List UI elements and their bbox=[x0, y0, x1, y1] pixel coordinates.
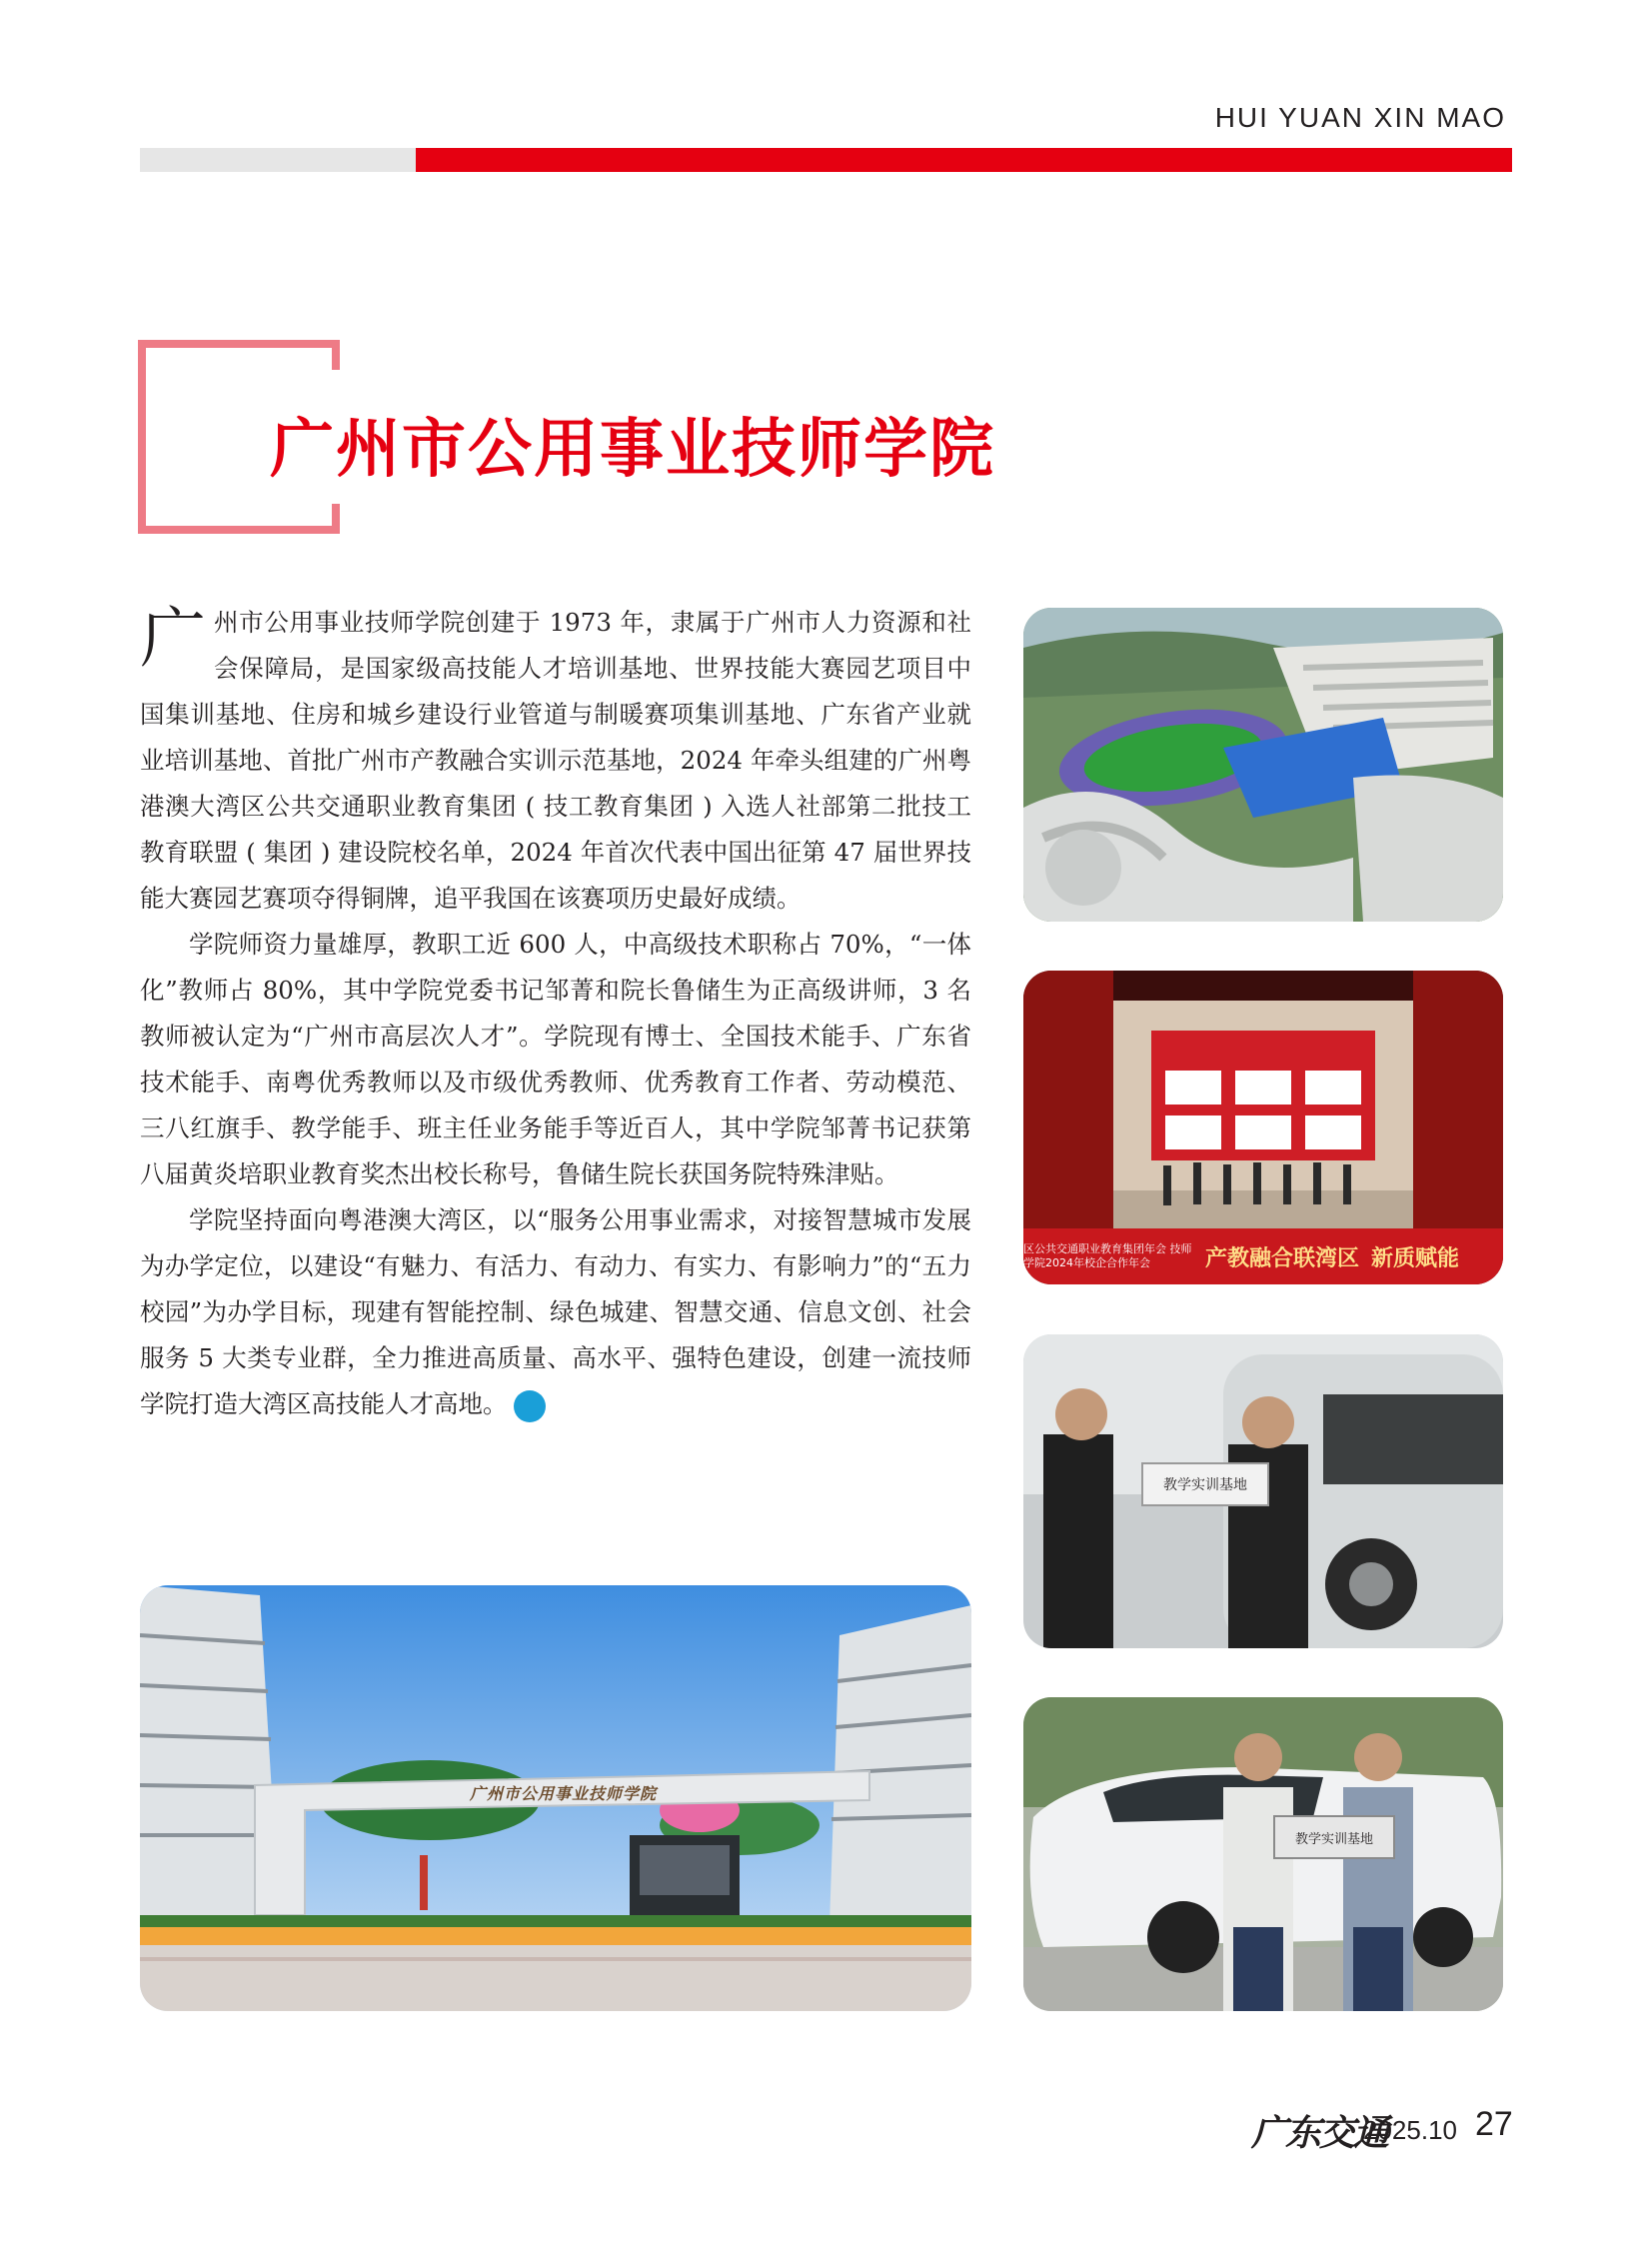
gate-sign-text: 广州市公用事业技师学院 bbox=[470, 1784, 658, 1803]
issue-date: 2025.10 bbox=[1363, 2115, 1457, 2145]
paragraph-1 bbox=[140, 600, 971, 922]
plaque-2 bbox=[1273, 1815, 1395, 1859]
header-bar-gray bbox=[140, 148, 416, 172]
campus-gate-photo bbox=[140, 1585, 971, 2011]
stage-banner-right: 新质赋能 bbox=[1371, 1245, 1460, 1271]
plaque-1-text: 教学实训基地 bbox=[1163, 1477, 1247, 1493]
dropcap: 广 bbox=[140, 600, 206, 677]
paragraph-3-text: 学院坚持面向粤港澳大湾区，以“服务公用事业需求，对接智慧城市发展为办学定位，以建设“有魅力、有活力、有动力、有实力、有影响力”的“五力校园”为办学目标，现建有智能控制、绿色城建、智慧交通、信息文创、社会服务 5 大类专业群，全力推进高质量、高水平、强特色建设，创建一流技师学院打造大湾区高技能人才高地。 bbox=[140, 1205, 971, 1418]
header-bar-red bbox=[416, 148, 1512, 172]
bus-plaque-photo bbox=[1023, 1334, 1503, 1648]
paragraph-1-text: 州市公用事业技师学院创建于 1973 年，隶属于广州市人力资源和社会保障局，是国家级高技能人才培训基地、世界技能大赛园艺项目中国集训基地、住房和城乡建设行业管道与制暖赛项集训基地、广东省产业就业培训基地、首批广州市产教融合实训示范基地，2024 年牵头组建的广州粤港澳大湾区公共交通职业教育集团 ( 技工教育集团 ) 入选人社部第二批技工教育联盟 ( 集团 ) 建设院校名单，2024 年首次代表中国出征第 47 届世界技能大赛园艺赛项夺得铜牌，追平我国在该赛项历史最好成绩。 bbox=[140, 608, 971, 913]
gate-sign bbox=[470, 1781, 657, 1804]
plaque-2-text: 教学实训基地 bbox=[1294, 1831, 1373, 1847]
header-tag: HUI YUAN XIN MAO bbox=[1214, 102, 1506, 133]
stage-banner-left: 区公共交通职业教育集团年会 技师学院2024年校企合作年会 bbox=[1023, 1242, 1192, 1269]
page-number: 27 bbox=[1475, 2105, 1513, 2143]
page-title: 广州市公用事业技师学院 bbox=[270, 413, 995, 487]
plaque-1 bbox=[1141, 1462, 1269, 1506]
magazine-logo: 广东交通 bbox=[1251, 2112, 1388, 2154]
campus-aerial-photo bbox=[1023, 608, 1503, 922]
paragraph-3 bbox=[140, 1197, 971, 1427]
stage-event-photo bbox=[1023, 971, 1503, 1284]
car-plaque-photo bbox=[1023, 1697, 1503, 2011]
paragraph-2: 学院师资力量雄厚，教职工近 600 人，中高级技术职称占 70%，“一体化”教师占 80%，其中学院党委书记邹菁和院长鲁储生为正高级讲师，3 名教师被认定为“广州市高层次人才”。学院现有博士、全国技术能手、广东省技术能手、南粤优秀教师以及市级优秀教师、优秀教育工作者、劳动模范、三八红旗手、教学能手、班主任业务能手等近百人，其中学院邹菁书记获第八届黄炎培职业教育奖杰出校长称号，鲁储生院长获国务院特殊津贴。 bbox=[140, 930, 971, 1188]
article-body bbox=[140, 600, 971, 1427]
cta-end-mark-icon: CTA bbox=[514, 1390, 546, 1422]
stage-banner-mid: 产教融合联湾区 bbox=[1205, 1245, 1360, 1271]
